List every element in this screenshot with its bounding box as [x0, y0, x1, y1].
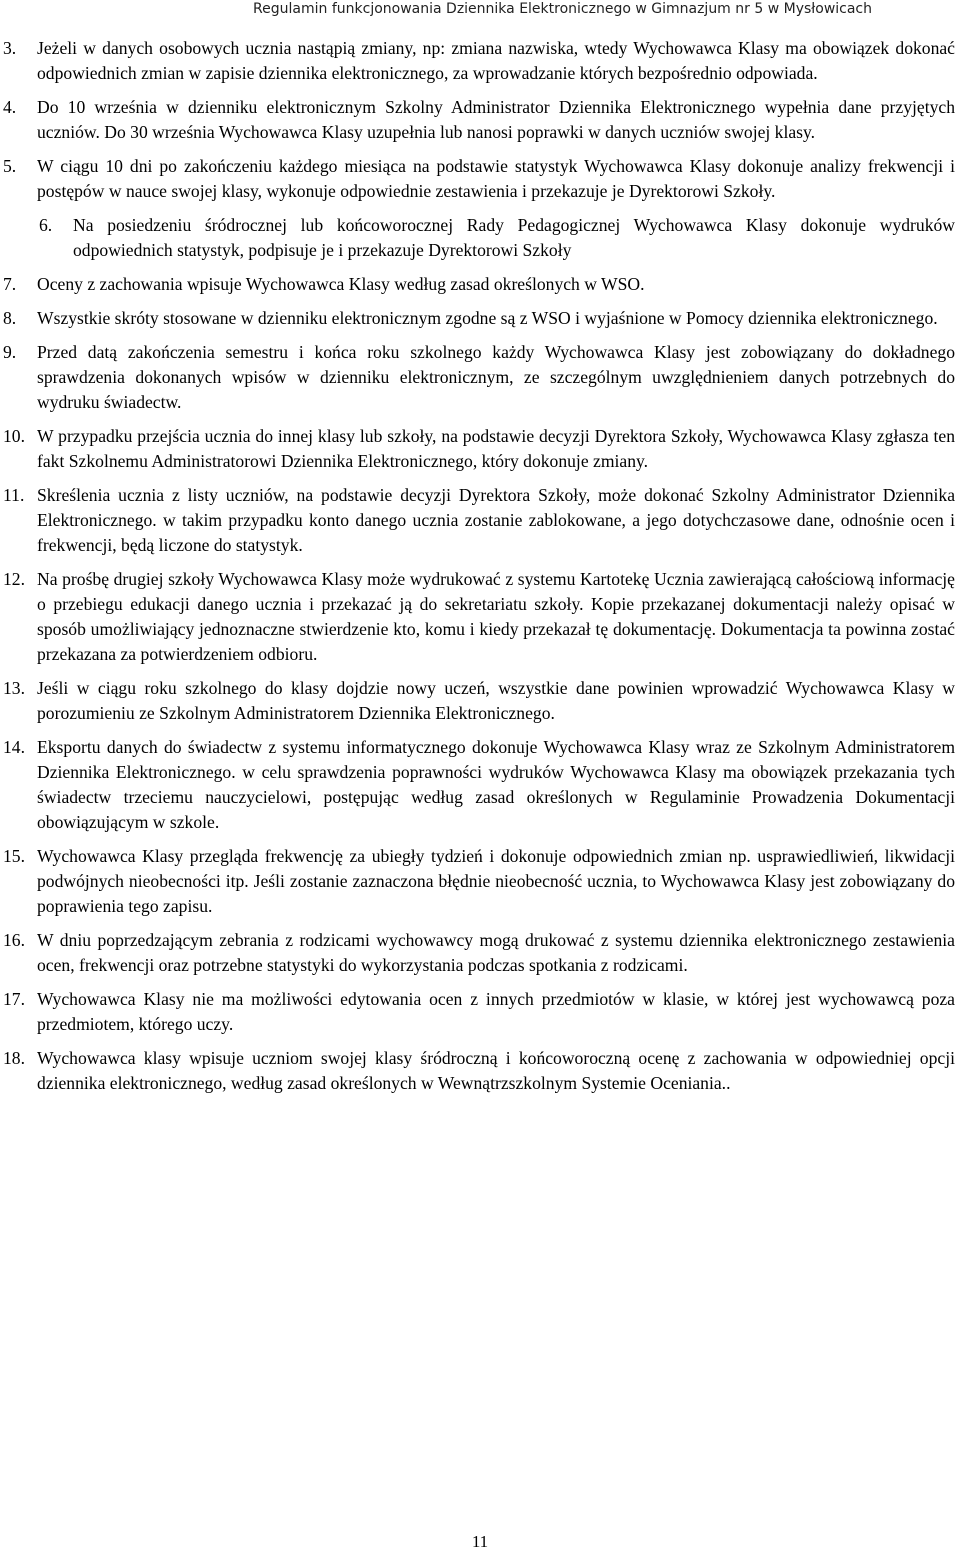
document-body: [0, 36, 960, 1105]
item-text: Wszystkie skróty stosowane w dzienniku elektronicznym zgodne są z WSO i wyjaśnione w Pomocy dziennika elektronicznego.: [37, 308, 938, 328]
list-item: [0, 735, 960, 835]
item-text: Wychowawca Klasy przegląda frekwencję za ubiegły tydzień i dokonuje odpowiednich zmian np. usprawiedliwień, likwidacji podwójnych nieobecności itp. Jeśli zostanie zaznaczona błędnie nieobecność ucznia, to Wychowawca Klasy jest zobowiązany do poprawienia tego zapisu.: [37, 846, 955, 916]
item-number: 15.: [3, 846, 25, 866]
list-item: [0, 340, 960, 415]
list-item: [0, 306, 960, 331]
item-text: Jeżeli w danych osobowych ucznia nastąpią zmiany, np: zmiana nazwiska, wtedy Wychowawca Klasy ma obowiązek dokonać odpowiednich zmian w zapisie dziennika elektronicznego, za wprowadzanie których bezpośrednio odpowiada.: [37, 38, 955, 83]
item-text: Na posiedzeniu śródrocznej lub końcoworocznej Rady Pedagogicznej Wychowawca Klasy dokonuje wydruków odpowiednich statystyk, podpisuje je i przekazuje Dyrektorowi Szkoły: [73, 215, 955, 260]
item-number: 9.: [3, 342, 17, 362]
item-number: 17.: [3, 989, 25, 1009]
list-item: [0, 213, 960, 263]
item-number: 11.: [3, 485, 25, 505]
item-text: W przypadku przejścia ucznia do innej klasy lub szkoły, na podstawie decyzji Dyrektora Szkoły, Wychowawca Klasy zgłasza ten fakt Szkolnemu Administratorowi Dziennika Elektronicznego, który dokonuje zmiany.: [37, 426, 955, 471]
list-item: [0, 928, 960, 978]
item-number: 4.: [3, 97, 17, 117]
item-number: 5.: [3, 156, 17, 176]
list-item: [0, 1046, 960, 1096]
running-header: Regulamin funkcjonowania Dziennika Elektronicznego w Gimnazjum nr 5 w Mysłowicach: [253, 1, 872, 17]
item-number: 14.: [3, 737, 25, 757]
item-number: 12.: [3, 569, 25, 589]
page-number: 11: [471, 1532, 489, 1551]
item-text: Przed datą zakończenia semestru i końca roku szkolnego każdy Wychowawca Klasy jest zobowiązany do dokładnego sprawdzenia dokonanych wpisów w dzienniku elektronicznym, ze szczególnym uwzględnieniem danych potrzebnych do wydruku świadectw.: [37, 342, 955, 412]
list-item: [0, 154, 960, 204]
list-item: [0, 567, 960, 667]
item-text: Eksportu danych do świadectw z systemu informatycznego dokonuje Wychowawca Klasy wraz ze Szkolnym Administratorem Dziennika Elektronicznego. w celu sprawdzenia poprawności wydruków Wychowawca Klasy ma obowiązek przekazania tych świadectw trzeciemu nauczycielowi, postępując według zasad określonych w Regulaminie Prowadzenia Dokumentacji obowiązującym w szkole.: [37, 737, 955, 832]
item-text: Wychowawca Klasy nie ma możliwości edytowania ocen z innych przedmiotów w klasie, w której jest wychowawcą poza przedmiotem, którego uczy.: [37, 989, 955, 1034]
item-text: Wychowawca klasy wpisuje uczniom swojej klasy śródroczną i końcoworoczną ocenę z zachowania w odpowiedniej opcji dziennika elektronicznego, według zasad określonych w Wewnątrzszkolnym Systemie Oceniania..: [37, 1048, 955, 1093]
item-number: 3.: [3, 38, 17, 58]
item-text: Do 10 września w dzienniku elektronicznym Szkolny Administrator Dziennika Elektronicznego wypełnia dane przyjętych uczniów. Do 30 września Wychowawca Klasy uzupełnia lub nanosi poprawki w danych uczniów swojej klasy.: [37, 97, 955, 142]
list-item: [0, 272, 960, 297]
list-item: [0, 36, 960, 86]
item-text: Na prośbę drugiej szkoły Wychowawca Klasy może wydrukować z systemu Kartotekę Ucznia zawierającą całościową informację o przebiegu edukacji danego ucznia i przekazać ją do sekretariatu szkoły. Kopie przekazanej dokumentacji należy opisać w sposób umożliwiający jednoznaczne stwierdzenie kto, komu i kiedy przekazał tę dokumentację. Dokumentacja ta powinna zostać przekazana za potwierdzeniem odbioru.: [37, 569, 955, 664]
list-item: [0, 95, 960, 145]
item-number: 10.: [3, 426, 25, 446]
item-text: Skreślenia ucznia z listy uczniów, na podstawie decyzji Dyrektora Szkoły, może dokonać Szkolny Administrator Dziennika Elektronicznego. w takim przypadku konto danego ucznia zostanie zablokowane, a jego dotychczasowe dane, odnośnie ocen i frekwencji, będą liczone do statystyk.: [37, 485, 955, 555]
item-number: 18.: [3, 1048, 25, 1068]
item-text: Jeśli w ciągu roku szkolnego do klasy dojdzie nowy uczeń, wszystkie dane powinien wprowadzić Wychowawca Klasy w porozumieniu ze Szkolnym Administratorem Dziennika Elektronicznego.: [37, 678, 955, 723]
item-number: 7.: [3, 274, 17, 294]
item-text: W dniu poprzedzającym zebrania z rodzicami wychowawcy mogą drukować z systemu dziennika elektronicznego zestawienia ocen, frekwencji oraz potrzebne statystyki do wykorzystania podczas spotkania z rodzicami.: [37, 930, 955, 975]
item-text: W ciągu 10 dni po zakończeniu każdego miesiąca na podstawie statystyk Wychowawca Klasy dokonuje analizy frekwencji i postępów w nauce swojej klasy, wykonuje odpowiednie zestawienia i przekazuje je Dyrektorowi Szkoły.: [37, 156, 955, 201]
list-item: [0, 676, 960, 726]
list-item: [0, 844, 960, 919]
item-number: 8.: [3, 308, 17, 328]
list-item: [0, 424, 960, 474]
list-item: [0, 483, 960, 558]
item-number: 6.: [39, 215, 53, 235]
list-item: [0, 987, 960, 1037]
item-number: 13.: [3, 678, 25, 698]
item-number: 16.: [3, 930, 25, 950]
item-text: Oceny z zachowania wpisuje Wychowawca Klasy według zasad określonych w WSO.: [37, 274, 645, 294]
